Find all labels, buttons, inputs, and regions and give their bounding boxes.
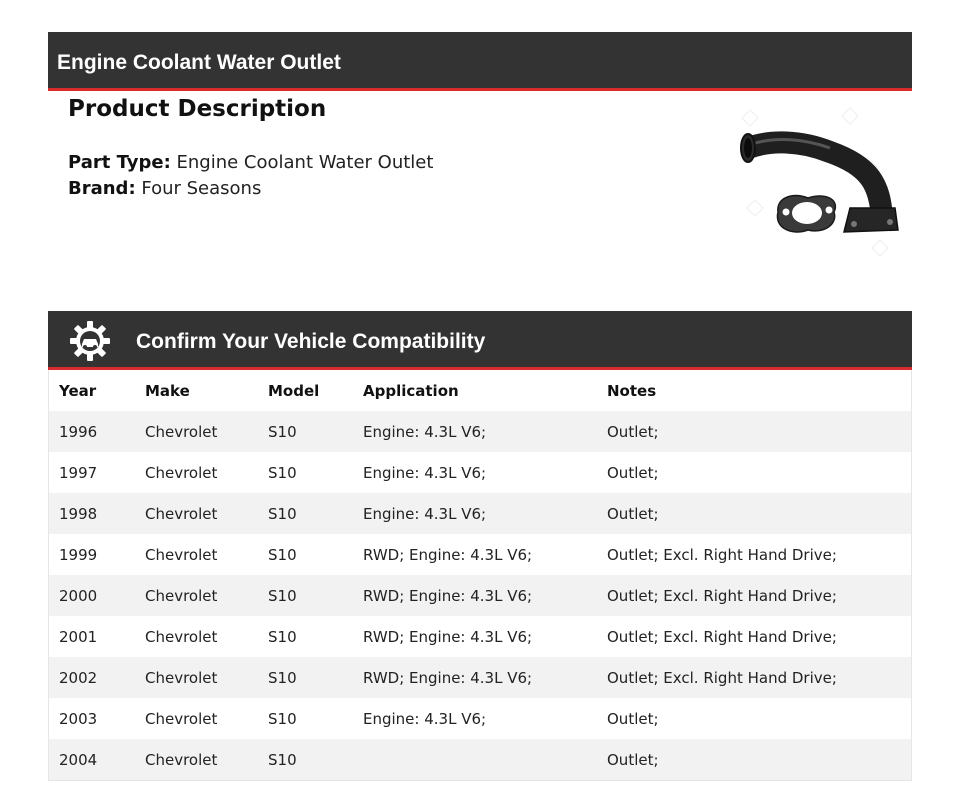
table-row xyxy=(49,493,912,534)
column-header-notes: Notes xyxy=(607,381,657,400)
cell-notes: Outlet; Excl. Right Hand Drive; xyxy=(607,545,837,564)
cell-application: RWD; Engine: 4.3L V6; xyxy=(363,586,533,605)
table-row xyxy=(49,657,912,698)
cell-year: 1996 xyxy=(59,422,98,441)
cell-make: Chevrolet xyxy=(145,668,218,687)
cell-year: 1998 xyxy=(59,504,98,523)
cell-model: S10 xyxy=(268,545,297,564)
table-row xyxy=(49,534,912,575)
cell-notes: Outlet; xyxy=(607,750,659,769)
product-title-banner xyxy=(48,32,912,91)
cell-make: Chevrolet xyxy=(145,709,218,728)
cell-notes: Outlet; Excl. Right Hand Drive; xyxy=(607,586,837,605)
cell-year: 2004 xyxy=(59,750,98,769)
column-header-make: Make xyxy=(145,381,190,400)
table-row xyxy=(49,575,912,616)
cell-model: S10 xyxy=(268,709,297,728)
part-type-label: Part Type: xyxy=(68,152,171,173)
column-header-application: Application xyxy=(363,381,459,400)
cell-application: Engine: 4.3L V6; xyxy=(363,463,487,482)
cell-model: S10 xyxy=(268,627,297,646)
cell-notes: Outlet; xyxy=(607,422,659,441)
cell-application: Engine: 4.3L V6; xyxy=(363,504,487,523)
cell-year: 2001 xyxy=(59,627,98,646)
cell-make: Chevrolet xyxy=(145,545,218,564)
part-type-line xyxy=(68,152,433,173)
cell-notes: Outlet; xyxy=(607,504,659,523)
table-row xyxy=(49,411,912,452)
cell-year: 1997 xyxy=(59,463,98,482)
cell-year: 2000 xyxy=(59,586,98,605)
cell-year: 2002 xyxy=(59,668,98,687)
cell-notes: Outlet; Excl. Right Hand Drive; xyxy=(607,627,837,646)
cell-year: 2003 xyxy=(59,709,98,728)
brand-line xyxy=(68,178,261,199)
cell-make: Chevrolet xyxy=(145,627,218,646)
cell-application: Engine: 4.3L V6; xyxy=(363,422,487,441)
cell-model: S10 xyxy=(268,422,297,441)
cell-model: S10 xyxy=(268,586,297,605)
cell-model: S10 xyxy=(268,668,297,687)
cell-application: Engine: 4.3L V6; xyxy=(363,709,487,728)
cell-application: RWD; Engine: 4.3L V6; xyxy=(363,668,533,687)
cell-make: Chevrolet xyxy=(145,750,218,769)
cell-notes: Outlet; xyxy=(607,709,659,728)
table-row xyxy=(49,739,912,781)
cell-model: S10 xyxy=(268,463,297,482)
product-title: Engine Coolant Water Outlet xyxy=(57,51,341,74)
cell-application: RWD; Engine: 4.3L V6; xyxy=(363,545,533,564)
column-header-model: Model xyxy=(268,381,320,400)
cell-application xyxy=(353,739,597,781)
table-row xyxy=(49,698,912,739)
cell-make: Chevrolet xyxy=(145,504,218,523)
cell-make: Chevrolet xyxy=(145,586,218,605)
cell-model: S10 xyxy=(268,504,297,523)
brand-value: Four Seasons xyxy=(141,178,262,199)
gear-car-icon xyxy=(69,320,111,362)
compatibility-table xyxy=(48,370,912,781)
cell-year: 1999 xyxy=(59,545,98,564)
compatibility-title: Confirm Your Vehicle Compatibility xyxy=(136,330,486,353)
part-type-value: Engine Coolant Water Outlet xyxy=(176,152,434,173)
water-outlet-pipe-image xyxy=(730,100,910,260)
product-description-heading: Product Description xyxy=(68,96,327,122)
cell-make: Chevrolet xyxy=(145,463,218,482)
brand-label: Brand: xyxy=(68,178,136,199)
cell-make: Chevrolet xyxy=(145,422,218,441)
table-row xyxy=(49,452,912,493)
cell-notes: Outlet; Excl. Right Hand Drive; xyxy=(607,668,837,687)
compatibility-banner xyxy=(48,311,912,370)
table-header-row xyxy=(49,370,912,411)
cell-notes: Outlet; xyxy=(607,463,659,482)
table-row xyxy=(49,616,912,657)
cell-model: S10 xyxy=(268,750,297,769)
column-header-year: Year xyxy=(59,381,97,400)
cell-application: RWD; Engine: 4.3L V6; xyxy=(363,627,533,646)
